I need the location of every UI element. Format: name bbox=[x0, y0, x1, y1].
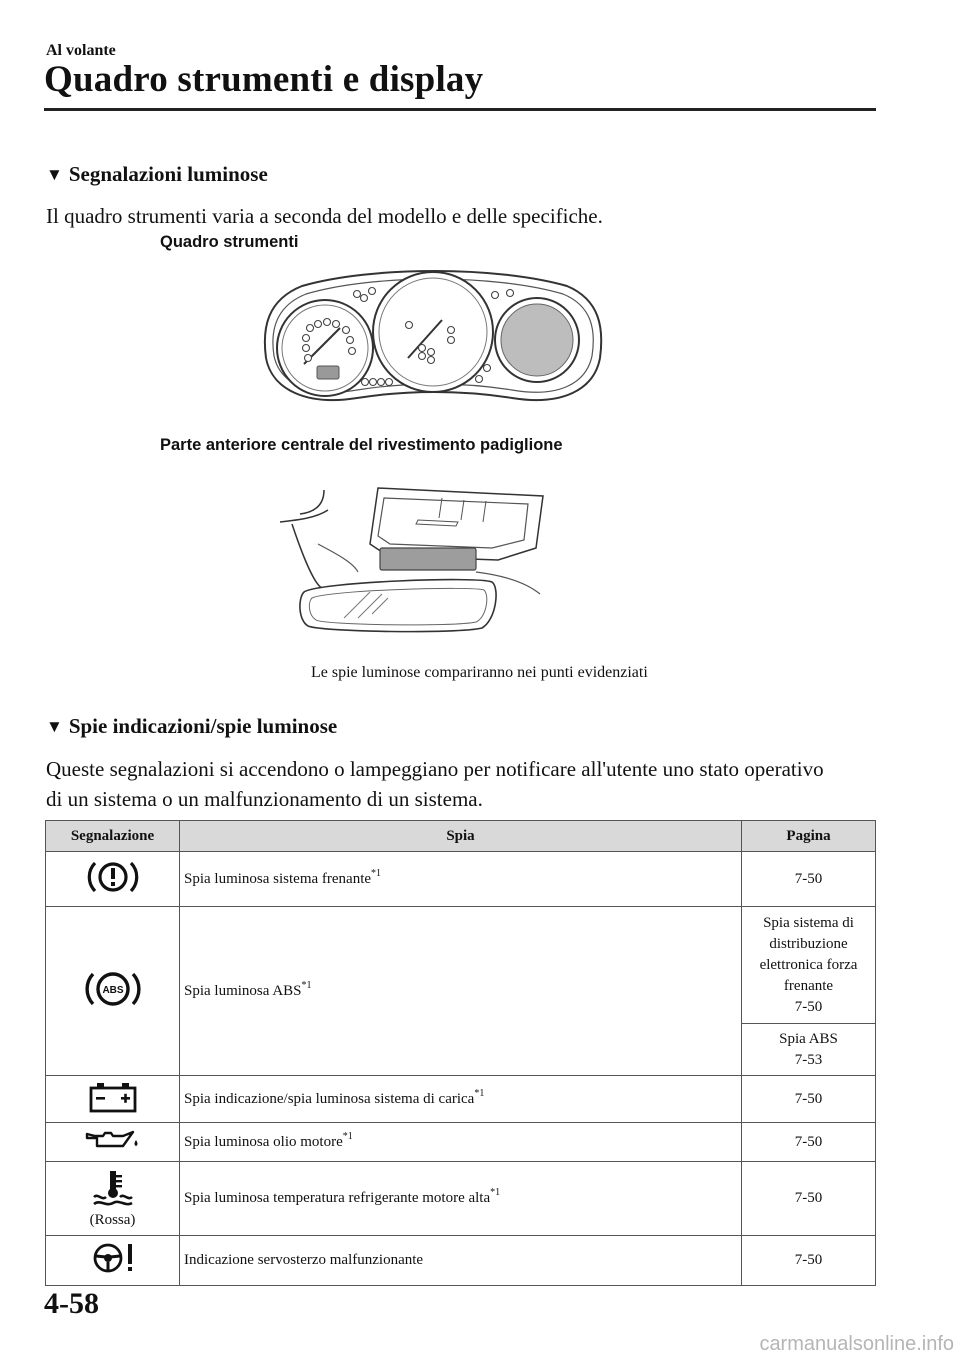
spia-cell: Indicazione servosterzo malfunzionante bbox=[180, 1236, 742, 1286]
svg-text:ABS: ABS bbox=[101, 984, 124, 996]
table-row bbox=[46, 1162, 876, 1236]
page-title: Quadro strumenti e display bbox=[44, 59, 484, 100]
engine-oil-icon bbox=[83, 1128, 143, 1152]
icon-cell bbox=[46, 1123, 180, 1162]
abs-warning-icon bbox=[83, 967, 143, 1011]
triangle-down-icon: ▼ bbox=[46, 165, 63, 184]
pagina-cell: 7-50 bbox=[742, 1123, 876, 1162]
header-divider bbox=[44, 108, 876, 111]
pagina-cell: 7-50 bbox=[742, 1076, 876, 1123]
table-row bbox=[46, 1236, 876, 1286]
triangle-down-icon: ▼ bbox=[46, 717, 63, 736]
brake-warning-icon bbox=[85, 857, 141, 897]
battery-charge-icon bbox=[85, 1079, 141, 1115]
icon-cell bbox=[46, 1162, 180, 1236]
intro-line: di un sistema o un malfunzionamento di un sistema. bbox=[46, 787, 483, 811]
pagina-cell: Spia ABS 7-53 bbox=[742, 1024, 876, 1076]
icon-cell bbox=[46, 1076, 180, 1123]
section-heading-spie bbox=[46, 714, 337, 739]
spia-cell: Spia luminosa sistema frenante$^{*1}$ bbox=[180, 852, 742, 907]
section-intro: Il quadro strumenti varia a seconda del modello e delle specifiche. bbox=[46, 204, 603, 228]
table-row bbox=[46, 1123, 876, 1162]
illustration-note: Le spie luminose compariranno nei punti evidenziati bbox=[311, 664, 648, 681]
spia-cell: Spia indicazione/spia luminosa sistema di carica$^{*1}$ bbox=[180, 1076, 742, 1123]
icon-cell bbox=[46, 1236, 180, 1286]
icon-note: (Rossa) bbox=[89, 1211, 136, 1228]
section-heading-segnalazioni bbox=[46, 162, 268, 187]
instrument-cluster-illustration bbox=[262, 258, 607, 410]
column-header-pagina: Pagina bbox=[742, 821, 876, 852]
caption-cluster: Quadro strumenti bbox=[160, 233, 299, 251]
table-row bbox=[46, 852, 876, 907]
table-row bbox=[46, 907, 876, 1024]
caption-roof: Parte anteriore centrale del rivestimento padiglione bbox=[160, 436, 563, 454]
section2-intro bbox=[46, 754, 886, 814]
icon-cell bbox=[46, 907, 180, 1076]
pagina-cell: Spia sistema di distribuzione elettronica forza frenante 7-50 bbox=[742, 907, 876, 1024]
pagina-cell: 7-50 bbox=[742, 1236, 876, 1286]
pagina-cell: 7-50 bbox=[742, 852, 876, 907]
warning-lights-table bbox=[45, 820, 876, 1286]
spia-cell: Spia luminosa olio motore$^{*1}$ bbox=[180, 1123, 742, 1162]
coolant-temperature-icon bbox=[88, 1169, 138, 1207]
pagina-cell: 7-50 bbox=[742, 1162, 876, 1236]
table-header-row bbox=[46, 821, 876, 852]
icon-cell bbox=[46, 852, 180, 907]
table-row bbox=[46, 1076, 876, 1123]
roof-console-illustration bbox=[278, 484, 548, 634]
breadcrumb: Al volante bbox=[46, 42, 116, 59]
column-header-segnalazione: Segnalazione bbox=[46, 821, 180, 852]
page-number: 4-58 bbox=[44, 1287, 99, 1320]
column-header-spia: Spia bbox=[180, 821, 742, 852]
spia-cell: Spia luminosa ABS$^{*1}$ bbox=[180, 907, 742, 1076]
power-steering-icon bbox=[86, 1241, 140, 1275]
section-heading-text: Spie indicazioni/spie luminose bbox=[68, 714, 338, 738]
site-watermark: carmanualsonline.info bbox=[759, 1333, 954, 1355]
intro-line: Queste segnalazioni si accendono o lampeggiano per notificare all'utente uno stato operativo bbox=[46, 757, 824, 781]
spia-cell: Spia luminosa temperatura refrigerante motore alta$^{*1}$ bbox=[180, 1162, 742, 1236]
section-heading-text: Segnalazioni luminose bbox=[68, 162, 268, 186]
